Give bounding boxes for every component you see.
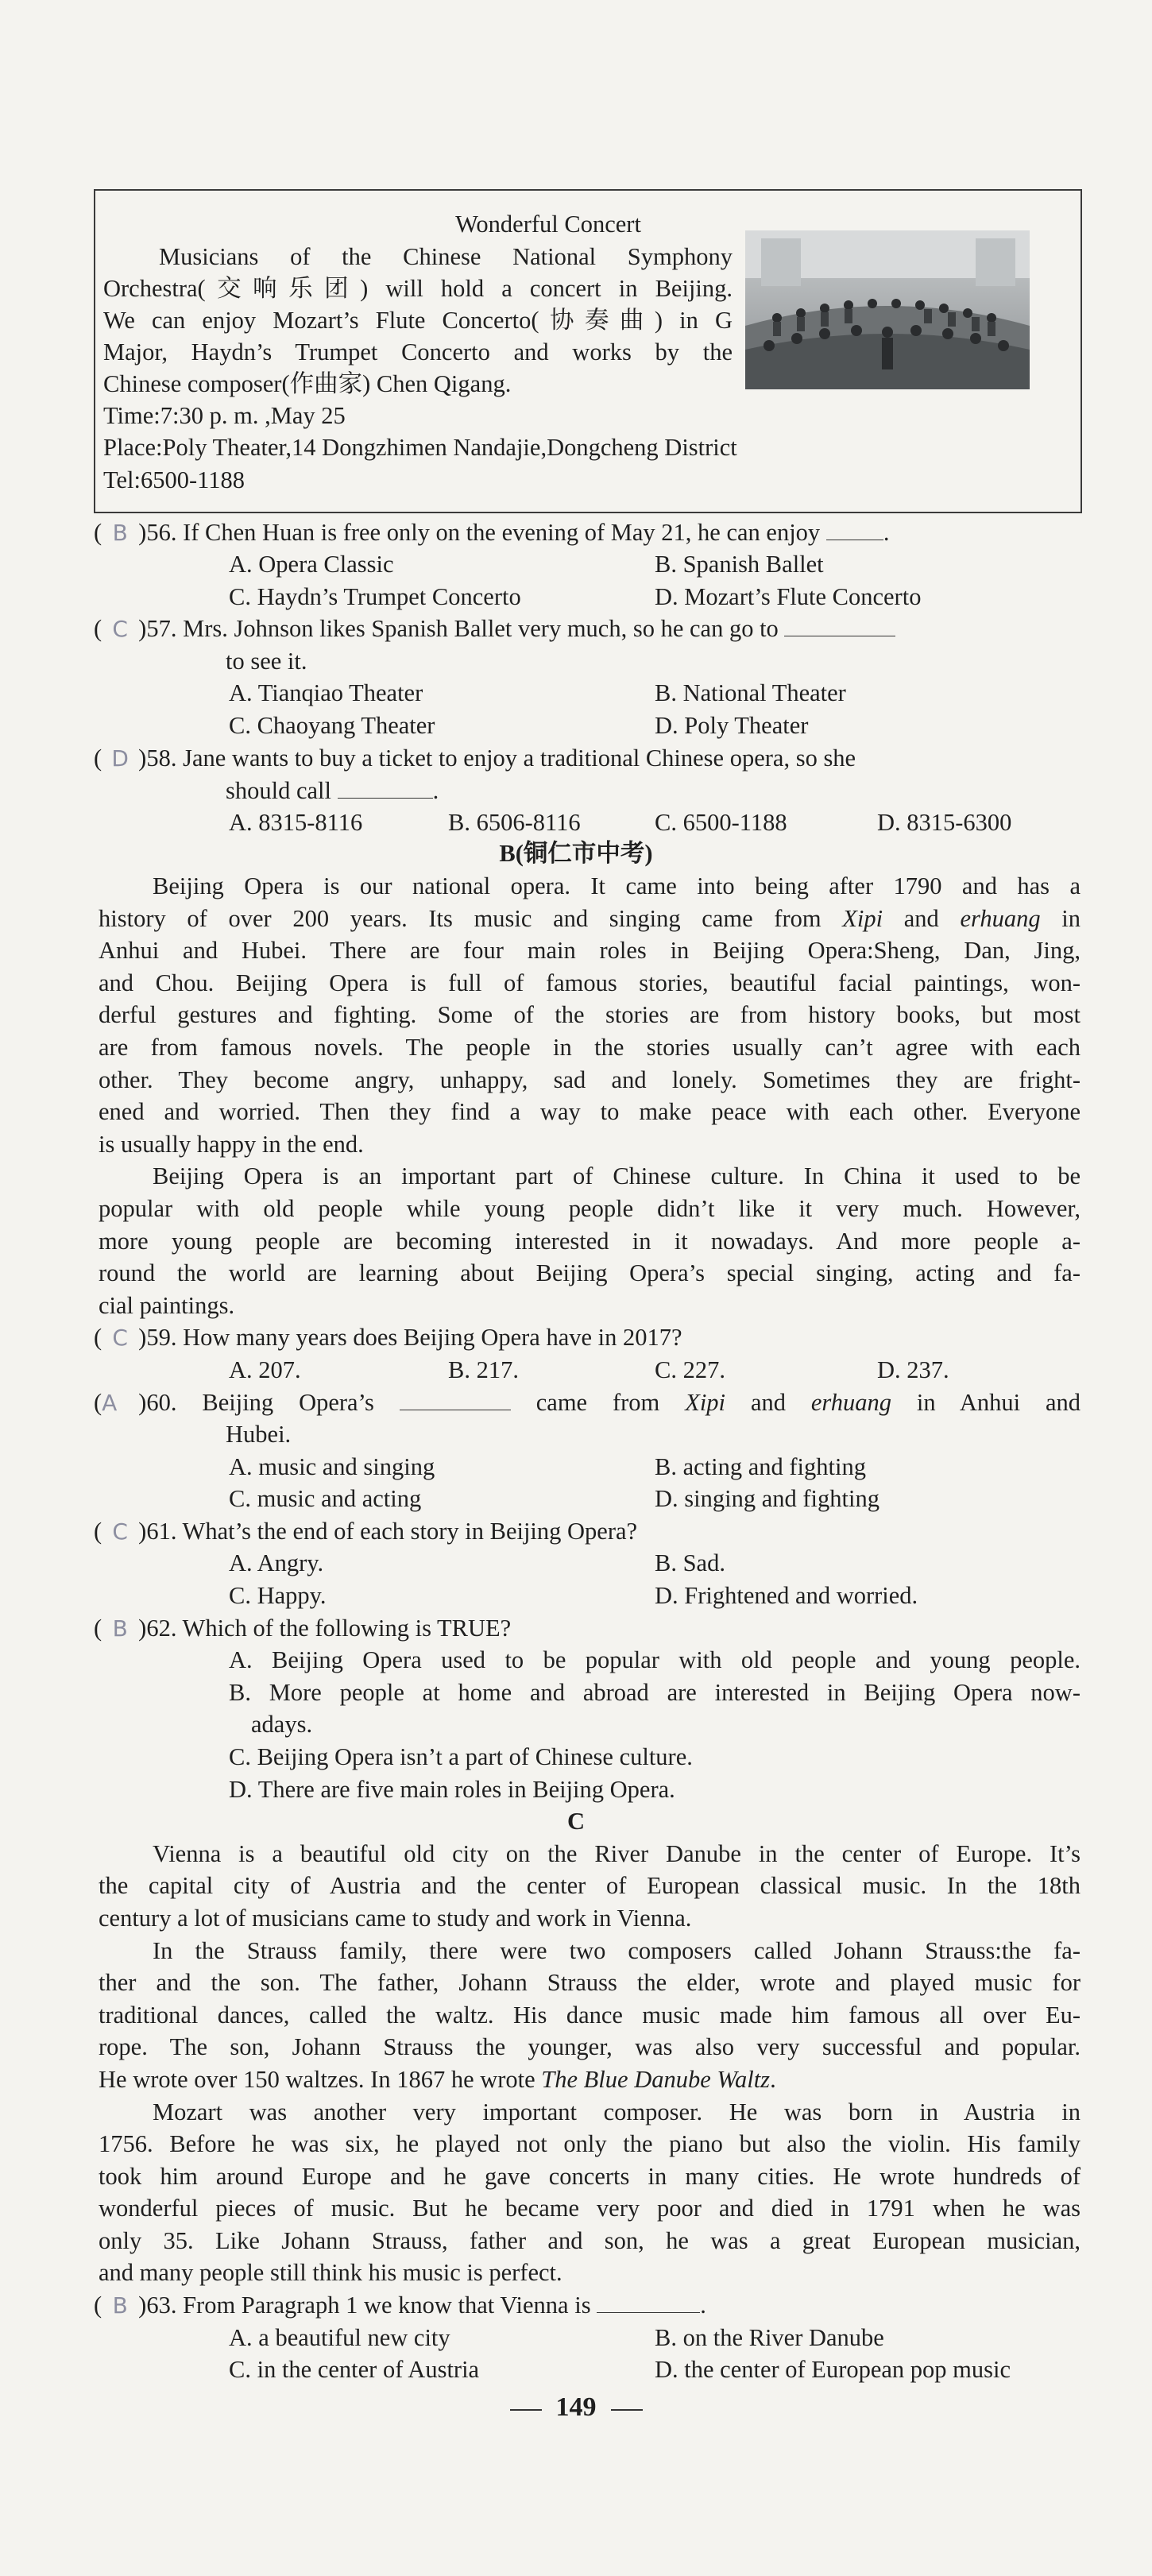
q59-option-b: B. 217.	[448, 1356, 519, 1383]
q57-option-b: B. National Theater	[655, 679, 846, 706]
q63-option-c: C. in the center of Austria	[229, 2356, 480, 2383]
q58-stem-line-2: should call .	[226, 777, 439, 804]
b-p2-line-3: more young people are becoming interested in it nowadays. And more people a-	[99, 1228, 1080, 1255]
question-56: ( B )56. If Chen Huan is free only on the evening of May 21, he can enjoy .	[94, 516, 889, 550]
q57-option-d: D. Poly Theater	[655, 712, 809, 739]
q61-option-d: D. Frightened and worried.	[655, 1582, 918, 1609]
q59-option-a: A. 207.	[229, 1356, 301, 1383]
question-62: ( B )62. Which of the following is TRUE?	[94, 1612, 511, 1646]
b-p1-line-2: history of over 200 years. Its music and singing came from Xipi and erhuang in	[99, 905, 1080, 932]
q62-option-d: D. There are five main roles in Beijing Opera.	[229, 1776, 675, 1803]
ad-line-5: Chinese composer(作曲家) Chen Qigang.	[103, 370, 512, 397]
q58-option-b: B. 6506-8116	[448, 809, 581, 836]
q62-option-c: C. Beijing Opera isn’t a part of Chinese culture.	[229, 1743, 693, 1770]
c-p1-line-1: Vienna is a beautiful old city on the River Danube in the center of Europe. It’s	[153, 1840, 1080, 1867]
q62-option-a: A. Beijing Opera used to be popular with old people and young people.	[229, 1646, 1080, 1673]
ad-tel: Tel:6500-1188	[103, 466, 245, 493]
ad-line-2: Orchestra(交响乐团) will hold a concert in Beijing.	[103, 275, 733, 302]
b-p1-line-4: and Chou. Beijing Opera is full of famous stories, beautiful facial paintings, won-	[99, 969, 1080, 996]
blank-57	[784, 617, 895, 636]
q60-option-c: C. music and acting	[229, 1485, 422, 1512]
blank-63	[597, 2293, 700, 2313]
question-58: ( D )58. Jane wants to buy a ticket to enjoy a traditional Chinese opera, so she	[94, 742, 856, 776]
question-57: ( C )57. Mrs. Johnson likes Spanish Ballet very much, so he can go to	[94, 613, 895, 646]
question-60: (A )60. Beijing Opera’s came from Xipi and erhuang in Anhui and	[94, 1387, 1080, 1420]
q63-option-d: D. the center of European pop music	[655, 2356, 1011, 2383]
q62-option-b: B. More people at home and abroad are interested in Beijing Opera now-	[229, 1679, 1080, 1706]
q57-option-c: C. Chaoyang Theater	[229, 712, 435, 739]
b-p2-line-2: popular with old people while young people didn’t like it very much. However,	[99, 1195, 1080, 1222]
ad-line-4: Major, Haydn’s Trumpet Concerto and works by the	[103, 338, 733, 366]
answer-58: D	[111, 745, 129, 772]
q58-option-c: C. 6500-1188	[655, 809, 787, 836]
q56-option-c: C. Haydn’s Trumpet Concerto	[229, 583, 521, 610]
c-p3-line-2: 1756. Before he was six, he played not only the piano but also the violin. His family	[99, 2130, 1080, 2157]
c-p1-line-2: the capital city of Austria and the center of European classical music. In the 18th	[99, 1872, 1080, 1899]
b-p2-line-1: Beijing Opera is an important part of Chinese culture. In China it used to be	[153, 1162, 1080, 1189]
answer-57: C	[112, 616, 128, 642]
blank-58	[338, 779, 433, 799]
c-p3-line-3: took him around Europe and he gave concerts in many cities. He wrote hundreds of	[99, 2163, 1080, 2190]
blank-60	[400, 1390, 511, 1410]
b-p1-line-7: other. They become angry, unhappy, sad and lonely. Sometimes they are fright-	[99, 1066, 1080, 1093]
answer-62: B	[112, 1615, 128, 1642]
q56-option-a: A. Opera Classic	[229, 551, 394, 578]
c-p3-line-4: wonderful pieces of music. But he became very poor and died in 1791 when he was	[99, 2195, 1080, 2222]
q59-option-d: D. 237.	[877, 1356, 949, 1383]
ad-time: Time:7:30 p. m. ,May 25	[103, 402, 346, 429]
c-p2-line-1: In the Strauss family, there were two composers called Johann Strauss:the fa-	[153, 1937, 1080, 1964]
q63-option-b: B. on the River Danube	[655, 2324, 884, 2351]
section-c-heading: C	[566, 1808, 586, 1835]
c-p2-line-4: rope. The son, Johann Strauss the younger, was also very successful and popular.	[99, 2033, 1080, 2060]
ad-title: Wonderful Concert	[455, 211, 641, 238]
q61-option-b: B. Sad.	[655, 1549, 725, 1576]
q62-option-b-line-2: adays.	[251, 1711, 313, 1738]
b-p1-line-3: Anhui and Hubei. There are four main roles in Beijing Opera:Sheng, Dan, Jing,	[99, 937, 1080, 964]
q60-option-b: B. acting and fighting	[655, 1453, 866, 1480]
q61-option-c: C. Happy.	[229, 1582, 327, 1609]
c-p3-line-5: only 35. Like Johann Strauss, father and son, he was a great European musician,	[99, 2227, 1080, 2254]
answer-59: C	[112, 1325, 128, 1351]
b-p2-line-5: cial paintings.	[99, 1292, 235, 1319]
b-p1-line-8: ened and worried. Then they find a way to make peace with each other. Everyone	[99, 1098, 1080, 1125]
q57-stem-line-2: to see it.	[226, 648, 307, 675]
answer-60: A	[102, 1390, 118, 1416]
orchestra-photo	[745, 230, 1030, 389]
q60-stem-line-2: Hubei.	[226, 1421, 292, 1448]
question-63: ( B )63. From Paragraph 1 we know that Vienna is .	[94, 2289, 706, 2323]
c-p2-line-3: traditional dances, called the waltz. His dance music made him famous all over Eu-	[99, 2002, 1080, 2029]
b-p1-line-6: are from famous novels. The people in the stories usually can’t agree with each	[99, 1034, 1080, 1061]
c-p1-line-3: century a lot of musicians came to study and work in Vienna.	[99, 1905, 692, 1932]
page-footer	[0, 2392, 1152, 2424]
b-p2-line-4: round the world are learning about Beijing Opera’s special singing, acting and fa-	[99, 1259, 1080, 1286]
q56-option-d: D. Mozart’s Flute Concerto	[655, 583, 922, 610]
q60-option-d: D. singing and fighting	[655, 1485, 879, 1512]
question-61: ( C )61. What’s the end of each story in Beijing Opera?	[94, 1515, 637, 1549]
c-p2-line-5: He wrote over 150 waltzes. In 1867 he wrote The Blue Danube Waltz.	[99, 2066, 776, 2093]
q60-option-a: A. music and singing	[229, 1453, 435, 1480]
section-b-heading: B(铜仁市中考)	[499, 840, 653, 867]
q58-option-d: D. 8315-6300	[877, 809, 1012, 836]
question-59: ( C )59. How many years does Beijing Opera have in 2017?	[94, 1321, 682, 1355]
ad-place: Place:Poly Theater,14 Dongzhimen Nandajie,Dongcheng District	[103, 434, 737, 461]
b-p1-line-1: Beijing Opera is our national opera. It came into being after 1790 and has a	[153, 872, 1080, 899]
b-p1-line-9: is usually happy in the end.	[99, 1131, 364, 1158]
page-number: 149	[555, 2392, 597, 2422]
c-p3-line-1: Mozart was another very important composer. He was born in Austria in	[153, 2098, 1080, 2125]
q61-option-a: A. Angry.	[229, 1549, 324, 1576]
q58-option-a: A. 8315-8116	[229, 809, 363, 836]
ad-line-1: Musicians of the Chinese National Symphony	[159, 243, 733, 270]
ad-line-3: We can enjoy Mozart’s Flute Concerto(协奏曲) in G	[103, 307, 733, 334]
right-dash	[611, 2409, 643, 2411]
answer-63: B	[112, 2292, 128, 2319]
left-dash	[510, 2409, 542, 2411]
c-p3-line-6: and many people still think his music is perfect.	[99, 2259, 562, 2286]
answer-61: C	[112, 1518, 128, 1545]
q57-option-a: A. Tianqiao Theater	[229, 679, 423, 706]
q63-option-a: A. a beautiful new city	[229, 2324, 450, 2351]
q56-option-b: B. Spanish Ballet	[655, 551, 824, 578]
c-p2-line-2: ther and the son. The father, Johann Strauss the elder, wrote and played music for	[99, 1969, 1080, 1996]
q59-option-c: C. 227.	[655, 1356, 725, 1383]
blank-56	[826, 520, 883, 540]
answer-56: B	[112, 520, 128, 546]
b-p1-line-5: derful gestures and fighting. Some of the stories are from history books, but most	[99, 1001, 1080, 1028]
